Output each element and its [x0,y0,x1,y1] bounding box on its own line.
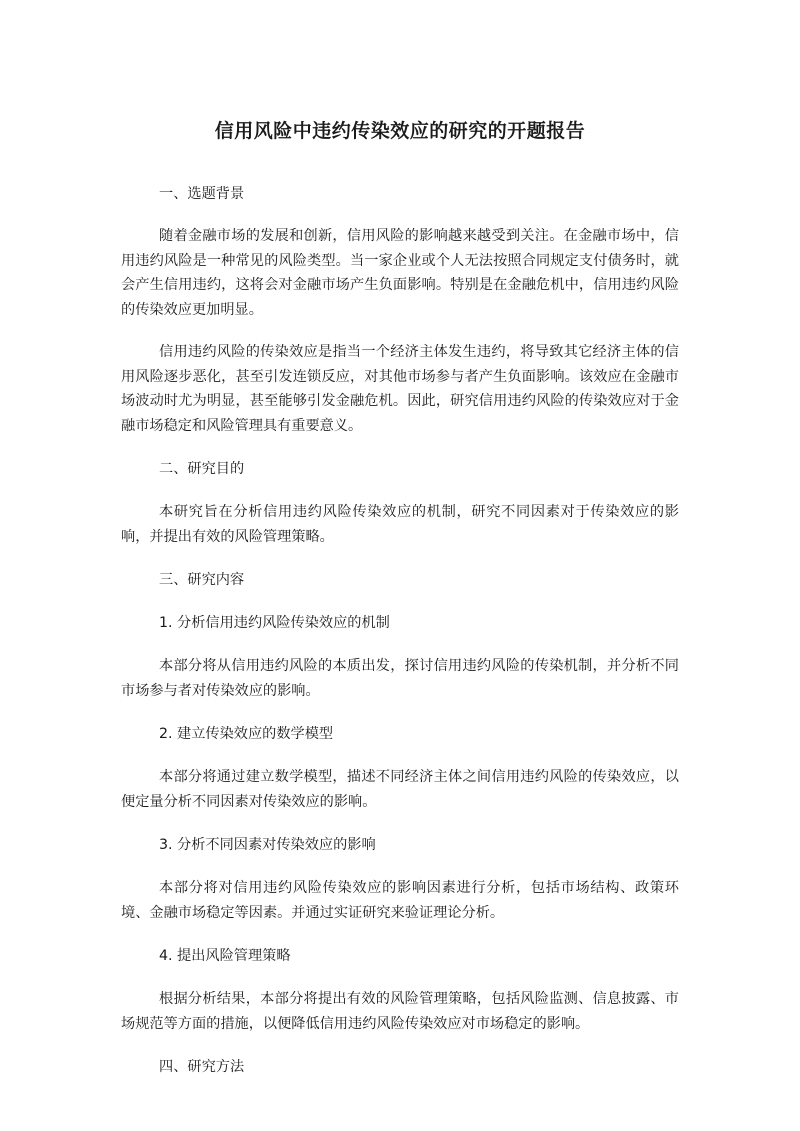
section-heading-background: 一、选题背景 [159,186,245,202]
subsection-title: 2. 建立传染效应的数学模型 [159,726,334,742]
paragraph: 本部分将对信用违约风险传染效应的影响因素进行分析，包括市场结构、政策环境、金融市场稳定等因素。并通过实证研究来验证理论分析。 [121,880,679,921]
subsection-title: 3. 分析不同因素对传染效应的影响 [159,837,376,853]
document-body [121,182,679,1079]
paragraph: 本部分将从信用违约风险的本质出发，探讨信用违约风险的传染机制，并分析不同市场参与者对传染效应的影响。 [121,658,679,699]
section-heading-purpose: 二、研究目的 [159,461,245,477]
paragraph: 根据分析结果，本部分将提出有效的风险管理策略，包括风险监测、信息披露、市场规范等方面的措施，以便降低信用违约风险传染效应对市场稳定的影响。 [121,991,679,1032]
document-title: 信用风险中违约传染效应的研究的开题报告 [214,120,586,142]
paragraph: 信用违约风险的传染效应是指当一个经济主体发生违约，将导致其它经济主体的信用风险逐步恶化，甚至引发连锁反应，对其他市场参与者产生负面影响。该效应在金融市场波动时尤为明显，甚至能够引发金融危机。因此，研究信用违约风险的传染效应对于金融市场稳定和风险管理具有重要意义。 [121,344,679,434]
paragraph: 本研究旨在分析信用违约风险传染效应的机制，研究不同因素对于传染效应的影响，并提出有效的风险管理策略。 [121,504,679,545]
section-heading-content: 三、研究内容 [159,572,245,588]
section-heading-method: 四、研究方法 [159,1059,245,1075]
paragraph: 本部分将通过建立数学模型，描述不同经济主体之间信用违约风险的传染效应，以便定量分析不同因素对传染效应的影响。 [121,769,679,810]
paragraph: 随着金融市场的发展和创新，信用风险的影响越来越受到关注。在金融市场中，信用违约风险是一种常见的风险类型。当一家企业或个人无法按照合同规定支付债务时，就会产生信用违约，这将会对金融市场产生负面影响。特别是在金融危机中，信用违约风险的传染效应更加明显。 [121,228,679,318]
subsection-title: 1. 分析信用违约风险传染效应的机制 [159,615,390,631]
subsection-title: 4. 提出风险管理策略 [159,948,291,964]
